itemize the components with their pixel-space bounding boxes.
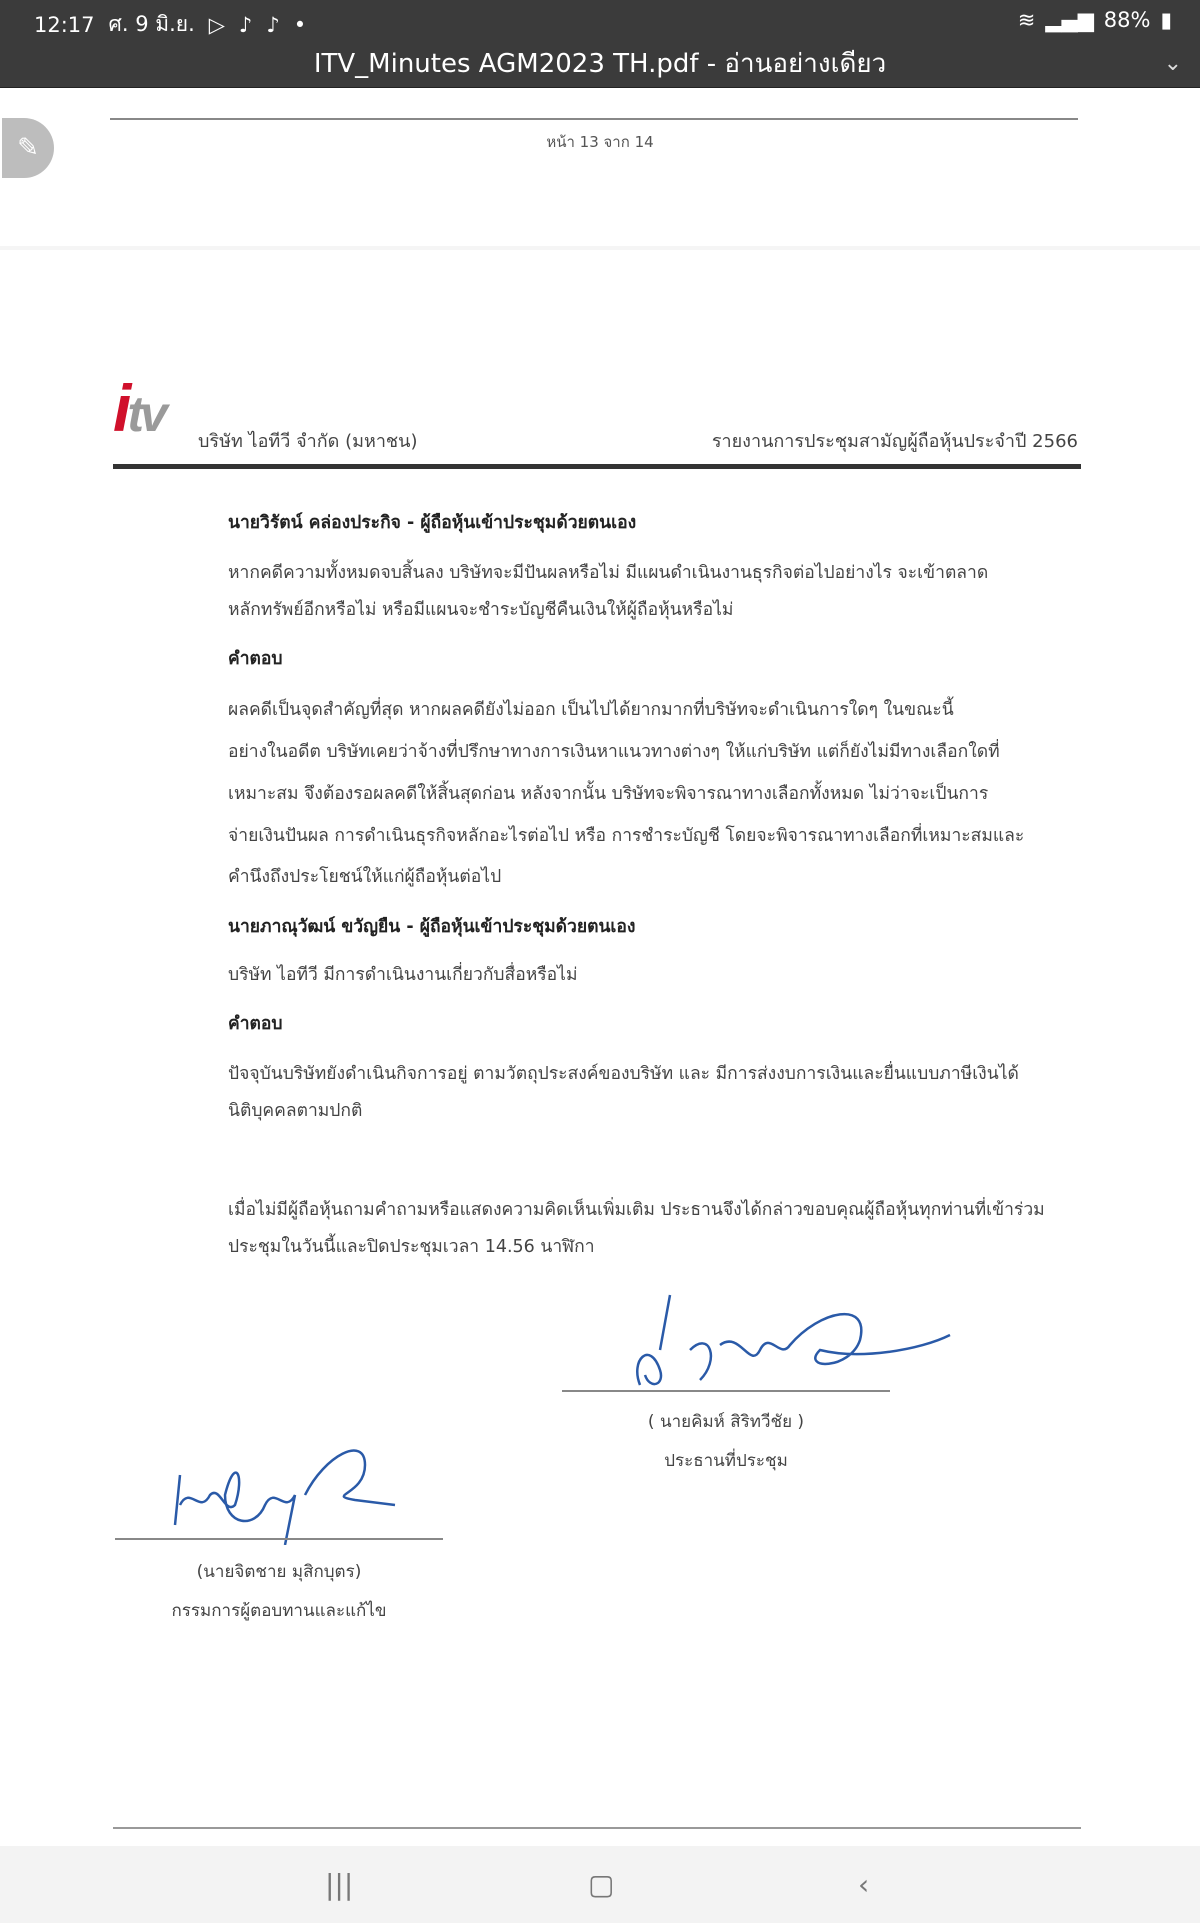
header-rule: [113, 464, 1081, 469]
secretary-name: (นายจิตชาย มุสิกบุตร): [196, 1562, 362, 1582]
navigation-bar: [0, 1846, 1200, 1923]
tiktok-icon: ♪: [238, 12, 253, 37]
recent-apps-icon[interactable]: |||: [325, 1868, 354, 1901]
report-title: รายงานการประชุมสามัญผู้ถือหุ้นประจำปี 2566: [711, 431, 1078, 452]
answer-line: ผลคดีเป็นจุดสำคัญที่สุด หากผลคดียังไม่ออก เป็นไปได้ยากมากที่บริษัทจะดำเนินการใดๆ ในขณะนี้: [228, 700, 954, 720]
title-bar: [0, 44, 1200, 88]
signature-line: [562, 1390, 890, 1392]
page-number: หน้า 13 จาก 14: [546, 133, 654, 151]
status-time: 12:17: [34, 12, 95, 37]
status-bar: [0, 0, 1200, 44]
chair-name: ( นายคิมห์ สิริทวีชัย ): [647, 1412, 805, 1432]
answer-line: นิติบุคคลตามปกติ: [228, 1101, 363, 1121]
secretary-title: กรรมการผู้ตอบทานและแก้ไข: [171, 1601, 387, 1621]
question-line: หลักทรัพย์อีกหรือไม่ หรือมีแผนจะชำระบัญชีคืนเงินให้ผู้ถือหุ้นหรือไม่: [228, 600, 734, 620]
answer-line: คำนึงถึงประโยชน์ให้แก่ผู้ถือหุ้นต่อไป: [228, 867, 502, 887]
home-icon[interactable]: ▢: [588, 1868, 615, 1901]
footer-rule: [110, 118, 1078, 120]
dot-icon: •: [293, 12, 307, 37]
footer-rule: [113, 1827, 1081, 1829]
signal-icon: ▂▄▆: [1045, 8, 1094, 32]
battery-level: 88%: [1103, 8, 1151, 32]
pdf-page: [0, 250, 1200, 1846]
answer-line: ปัจจุบันบริษัทยังดำเนินกิจการอยู่ ตามวัตถุประสงค์ของบริษัท และ มีการส่งงบการเงินและยื่นแบบภาษีเงินได้: [228, 1064, 1019, 1084]
chair-title: ประธานที่ประชุม: [664, 1451, 788, 1471]
chevron-down-icon[interactable]: ⌄: [1163, 51, 1182, 76]
answer-line: จ่ายเงินปันผล การดำเนินธุรกิจหลักอะไรต่อไป หรือ การชำระบัญชี โดยจะพิจารณาทางเลือกที่เหมาะสมและ: [228, 826, 1025, 846]
back-icon[interactable]: ‹: [858, 1868, 870, 1901]
speaker-heading: นายภาณุวัฒน์ ขวัญยืน - ผู้ถือหุ้นเข้าประชุมด้วยตนเอง: [228, 917, 636, 937]
wifi-icon: ≋: [1017, 8, 1036, 32]
closing-line: ประชุมในวันนี้และปิดประชุมเวลา 14.56 นาฬิกา: [228, 1237, 595, 1257]
itv-logo: itv: [113, 371, 164, 445]
document-title: ITV_Minutes AGM2023 TH.pdf - อ่านอย่างเดียว: [313, 49, 887, 79]
answer-heading: คำตอบ: [228, 1014, 283, 1034]
question-line: หากคดีความทั้งหมดจบสิ้นลง บริษัทจะมีปันผลหรือไม่ มีแผนดำเนินงานธุรกิจต่อไปอย่างไร จะเข้าตลาด: [228, 563, 989, 583]
status-date: ศ. 9 มิ.ย.: [108, 12, 195, 36]
previous-page: [0, 88, 1200, 246]
question-line: บริษัท ไอทีวี มีการดำเนินงานเกี่ยวกับสื่อหรือไม่: [228, 965, 578, 985]
answer-heading: คำตอบ: [228, 649, 283, 669]
pencil-icon: ✎: [17, 133, 39, 163]
signature-line: [115, 1538, 443, 1540]
battery-icon: ▮: [1160, 8, 1172, 32]
chair-signature: [620, 1290, 960, 1400]
secretary-signature: [165, 1435, 405, 1545]
play-icon: ▷: [208, 12, 225, 37]
speaker-heading: นายวิรัตน์ คล่องประกิจ - ผู้ถือหุ้นเข้าประชุมด้วยตนเอง: [228, 513, 637, 533]
answer-line: อย่างในอดีต บริษัทเคยว่าจ้างที่ปรึกษาทางการเงินหาแนวทางต่างๆ ให้แก่บริษัท แต่ก็ยังไม่มีทางเลือกใดที่: [228, 742, 1000, 762]
answer-line: เหมาะสม จึงต้องรอผลคดีให้สิ้นสุดก่อน หลังจากนั้น บริษัทจะพิจารณาทางเลือกทั้งหมด ไม่ว่าจะเป็นการ: [228, 784, 989, 804]
company-name: บริษัท ไอทีวี จำกัด (มหาชน): [198, 431, 418, 452]
tiktok-icon: ♪: [266, 12, 280, 37]
closing-line: เมื่อไม่มีผู้ถือหุ้นถามคำถามหรือแสดงความคิดเห็นเพิ่มเติม ประธานจึงได้กล่าวขอบคุณผู้ถือหุ้นทุกท่านที่เข้าร่วม: [228, 1200, 1045, 1220]
